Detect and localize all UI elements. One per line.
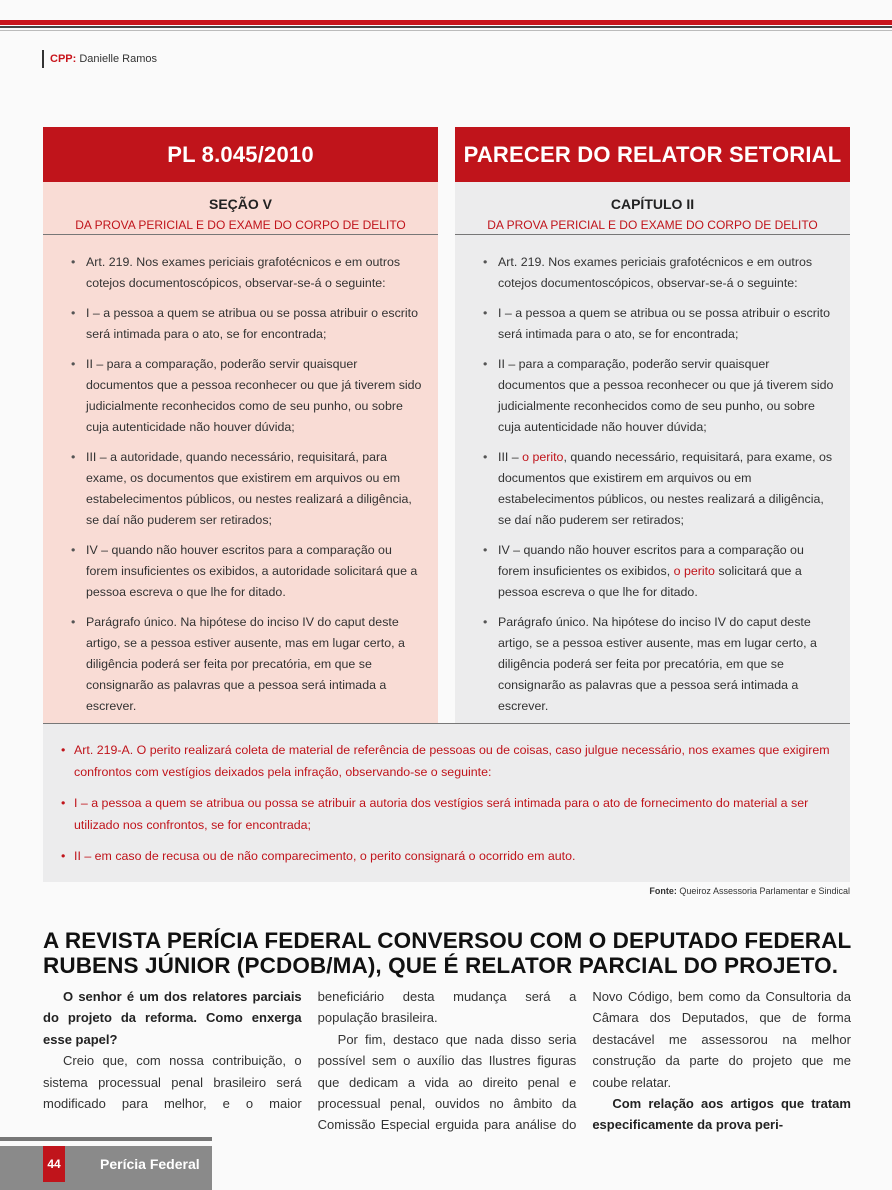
article-paragraph: Por fim, destaco que nada disso seria possível sem o auxílio das Ilustres figuras que dedicam a vida ao direito penal e processual penal, ouvidos no âmbito da Comissão Especial erguida para análise do Novo Código, bem como da Consultoria da Câmara dos Deputados, que de forma destacável me assessorou na melhor construção da parte do projeto que me coube relatar. <box>317 989 851 1133</box>
right-section-header <box>455 182 850 235</box>
top-light-bar <box>0 30 892 31</box>
item-text: Parágrafo único. Na hipótese do inciso IV do caput deste artigo, se a pessoa estiver ausente, mas em lugar certo, a diligência poderá ser feita por precatória, em que se consignarão as palavras que a pessoa será intimada a escrever. <box>498 615 817 713</box>
right-section-subtitle: DA PROVA PERICIAL E DO EXAME DO CORPO DE DELITO <box>487 218 818 232</box>
source-note <box>649 886 850 896</box>
publication-name: Perícia Federal <box>100 1156 200 1172</box>
item-text: IV – quando não houver escritos para a comparação ou forem insuficientes os exibidos, <box>498 543 804 578</box>
list-item <box>485 354 836 438</box>
list-item: • Parágrafo único. Na hipótese do inciso IV do caput deste artigo, se a pessoa estiver ausente, mas em lugar certo, a diligência poderá ser feita por precatória, em que se consignarão as palavras que a pessoa será intimada a escrever. <box>73 612 424 717</box>
list-item: • I – a pessoa a quem se atribua ou possa se atribuir a autoria dos vestígios será intimada para o ato de fornecimento do material a ser utilizado nos confrontos, se for encontrada; <box>61 792 830 836</box>
left-section-name: SEÇÃO V <box>208 196 272 212</box>
left-items <box>43 235 438 717</box>
new-article-box <box>43 723 850 882</box>
new-article-items <box>43 724 850 867</box>
list-item <box>485 447 836 531</box>
source-text: Queiroz Assessoria Parlamentar e Sindical <box>679 886 850 896</box>
left-column-pl <box>43 127 438 723</box>
page-number: 44 <box>43 1146 65 1182</box>
list-item: • II – em caso de recusa ou de não comparecimento, o perito consignará o ocorrido em auto. <box>61 845 830 867</box>
left-section-header <box>43 182 438 235</box>
item-text: III – <box>498 450 523 464</box>
footer-line <box>0 1137 212 1141</box>
author-name: Danielle Ramos <box>79 53 157 65</box>
list-item <box>485 540 836 603</box>
list-item: • Art. 219. Nos exames periciais grafotécnicos e em outros cotejos documentoscópicos, observar-se-á o seguinte: <box>73 252 424 294</box>
right-column-parecer <box>455 127 850 723</box>
section-label: CPP: <box>50 53 77 65</box>
right-section-name: CAPÍTULO II <box>610 196 695 212</box>
item-text: I – a pessoa a quem se atribua ou se possa atribuir o escrito será intimada para o ato, se for encontrada; <box>498 306 830 341</box>
item-text: Art. 219. Nos exames periciais grafotécnicos e em outros cotejos documentoscópicos, observar-se-á o seguinte: <box>498 255 813 290</box>
source-label: Fonte: <box>649 886 677 896</box>
list-item <box>485 252 836 294</box>
left-column-title: PL 8.045/2010 <box>43 127 438 182</box>
section-header <box>42 50 157 68</box>
item-text: II – para a comparação, poderão servir quaisquer documentos que a pessoa reconhecer ou que já tiverem sido judicialmente reconhecidos como de seu punho, ou sobre cuja autenticidade não houver dúvida; <box>498 357 834 434</box>
item-text: , quando necessário, requisitará, para exame, os documentos que existirem em arquivos ou em estabelecimentos públicos, ou nestes realizará a diligência, se daí não puderem ser retirados; <box>498 450 833 527</box>
right-column-title: PARECER DO RELATOR SETORIAL <box>455 127 850 182</box>
highlighted-change: o perito <box>522 450 564 464</box>
list-item: • IV – quando não houver escritos para a comparação ou forem insuficientes os exibidos, a autoridade solicitará que a pessoa escreva o que lhe for ditado. <box>73 540 424 603</box>
article-paragraph: Creio que, com nossa contribuição, o sistema processual penal brasileiro será modificado para melhor, e o maior beneficiário desta mudança será a população brasileira. <box>43 989 577 1112</box>
article-question: O senhor é um dos relatores parciais do projeto da reforma. Como enxerga esse papel? <box>43 989 302 1047</box>
list-item: • Art. 219-A. O perito realizará coleta de material de referência de pessoas ou de coisas, caso julgue necessário, nos exames que exigirem confrontos com vestígios deixados pela infração, observando-se o seguinte: <box>61 739 830 783</box>
article-body <box>43 986 851 1136</box>
right-items <box>455 235 850 717</box>
article-headline: A REVISTA PERÍCIA FEDERAL CONVERSOU COM O DEPUTADO FEDERAL RUBENS JÚNIOR (PCDOB/MA), QUE É RELATOR PARCIAL DO PROJETO. <box>43 928 851 978</box>
top-dark-bar <box>0 26 892 28</box>
list-item <box>485 303 836 345</box>
top-red-bar <box>0 20 892 25</box>
item-text: solicitará que a pessoa escreva o que lhe for ditado. <box>498 564 802 599</box>
article-question: Com relação aos artigos que tratam especificamente da prova peri- <box>592 1096 851 1133</box>
highlighted-change: o perito <box>673 564 715 578</box>
list-item <box>485 612 836 717</box>
list-item: • II – para a comparação, poderão servir quaisquer documentos que a pessoa reconhecer ou que já tiverem sido judicialmente reconhecidos como de seu punho, ou sobre cuja autenticidade não houver dúvida; <box>73 354 424 438</box>
list-item: • I – a pessoa a quem se atribua ou se possa atribuir o escrito será intimada para o ato, se for encontrada; <box>73 303 424 345</box>
list-item: • III – a autoridade, quando necessário, requisitará, para exame, os documentos que existirem em arquivos ou em estabelecimentos públicos, ou nestes realizará a diligência, se daí não puderem ser retirados; <box>73 447 424 531</box>
left-section-subtitle: DA PROVA PERICIAL E DO EXAME DO CORPO DE DELITO <box>75 218 406 232</box>
